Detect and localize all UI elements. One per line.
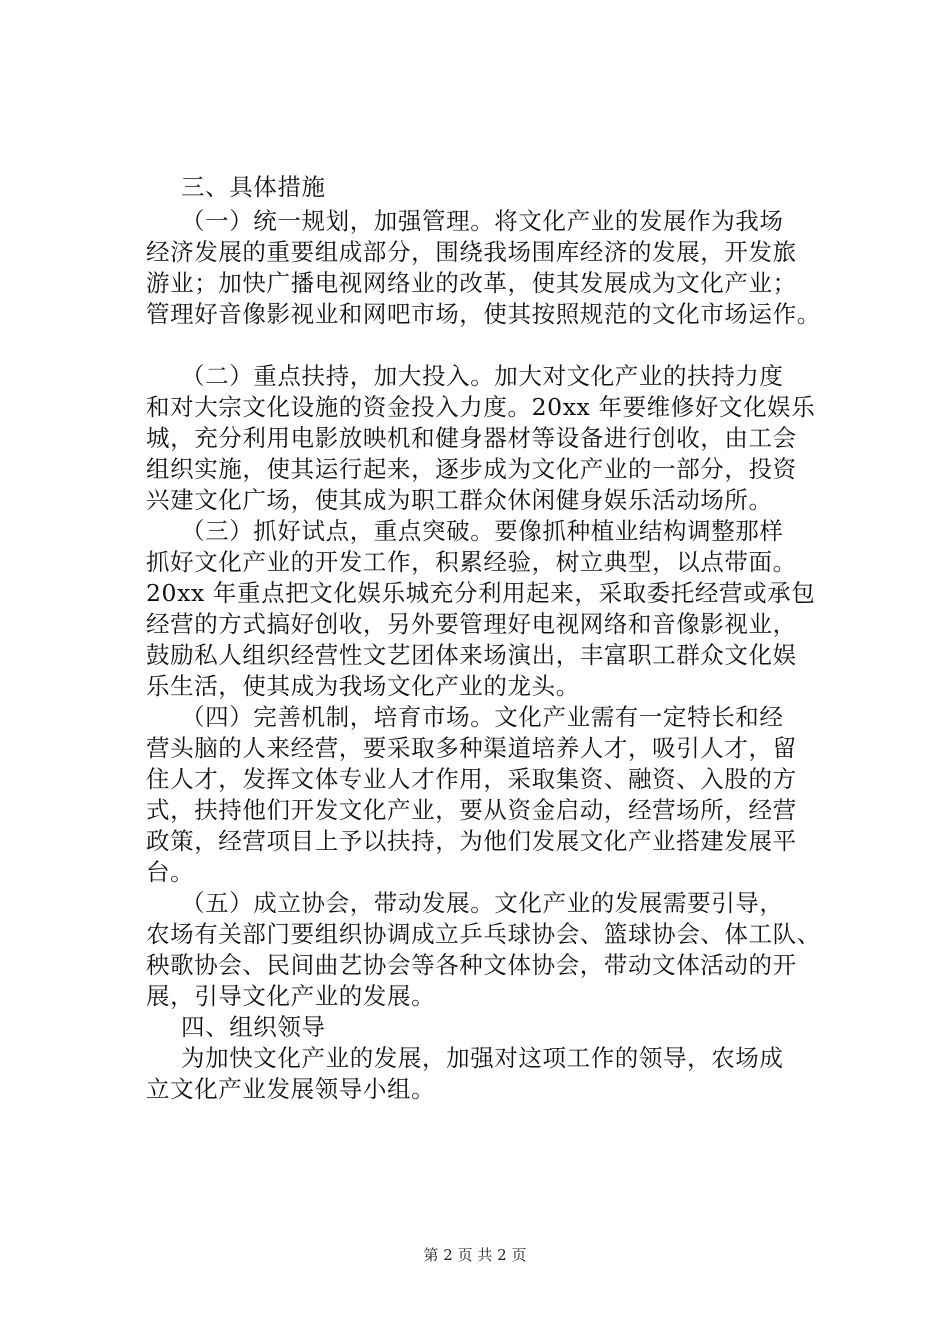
paragraph-line: 管理好音像影视业和网吧市场，使其按照规范的文化市场运作。	[146, 300, 821, 328]
paragraph-line: 展，引导文化产业的发展。	[146, 982, 436, 1010]
paragraph-line: 秧歌协会、民间曲艺协会等各种文体协会，带动文体活动的开	[146, 951, 797, 979]
paragraph-line: （四）完善机制，培育市场。文化产业需有一定特长和经	[181, 703, 784, 731]
paragraph-line: 乐生活，使其成为我场文化产业的龙头。	[146, 672, 580, 700]
paragraph-line: 鼓励私人组织经营性文艺团体来场演出，丰富职工群众文化娱	[146, 641, 797, 669]
paragraph-line: 式，扶持他们开发文化产业，要从资金启动，经营场所，经营	[146, 796, 797, 824]
paragraph-line: 组织实施，使其运行起来，逐步成为文化产业的一部分，投资	[146, 455, 797, 483]
page-footer: 第 2 页 共 2 页	[423, 1246, 527, 1264]
section-heading: 三、具体措施	[181, 173, 326, 201]
paragraph-line: （五）成立协会，带动发展。文化产业的发展需要引导，	[181, 889, 784, 917]
section-heading: 四、组织领导	[181, 1013, 326, 1041]
paragraph-line: 和对大宗文化设施的资金投入力度。20xx 年要维修好文化娱乐	[146, 393, 816, 421]
paragraph-line: 抓好文化产业的开发工作，积累经验，树立典型，以点带面。	[146, 548, 797, 576]
paragraph-line: 兴建文化广场，使其成为职工群众休闲健身娱乐活动场所。	[146, 486, 773, 514]
paragraph-line: 立文化产业发展领导小组。	[146, 1075, 436, 1103]
paragraph-line: 农场有关部门要组织协调成立乒乓球协会、篮球协会、体工队、	[146, 920, 821, 948]
paragraph-line: （一）统一规划，加强管理。将文化产业的发展作为我场	[181, 207, 784, 235]
paragraph-line: 城，充分利用电影放映机和健身器材等设备进行创收，由工会	[146, 424, 797, 452]
paragraph-line: 为加快文化产业的发展，加强对这项工作的领导，农场成	[181, 1044, 784, 1072]
paragraph-line: 游业；加快广播电视网络业的改革，使其发展成为文化产业；	[146, 269, 797, 297]
paragraph-line: 20xx 年重点把文化娱乐城充分利用起来，采取委托经营或承包	[146, 579, 816, 607]
paragraph-line: （三）抓好试点，重点突破。要像抓种植业结构调整那样	[181, 517, 784, 545]
paragraph-line: （二）重点扶持，加大投入。加大对文化产业的扶持力度	[181, 362, 784, 390]
paragraph-line: 台。	[146, 858, 195, 886]
paragraph-line: 住人才，发挥文体专业人才作用，采取集资、融资、入股的方	[146, 765, 797, 793]
paragraph-line: 经济发展的重要组成部分，围绕我场围库经济的发展，开发旅	[146, 238, 797, 266]
paragraph-line: 经营的方式搞好创收，另外要管理好电视网络和音像影视业，	[146, 610, 797, 638]
paragraph-line: 营头脑的人来经营，要采取多种渠道培养人才，吸引人才，留	[146, 734, 797, 762]
paragraph-line: 政策，经营项目上予以扶持，为他们发展文化产业搭建发展平	[146, 827, 797, 855]
